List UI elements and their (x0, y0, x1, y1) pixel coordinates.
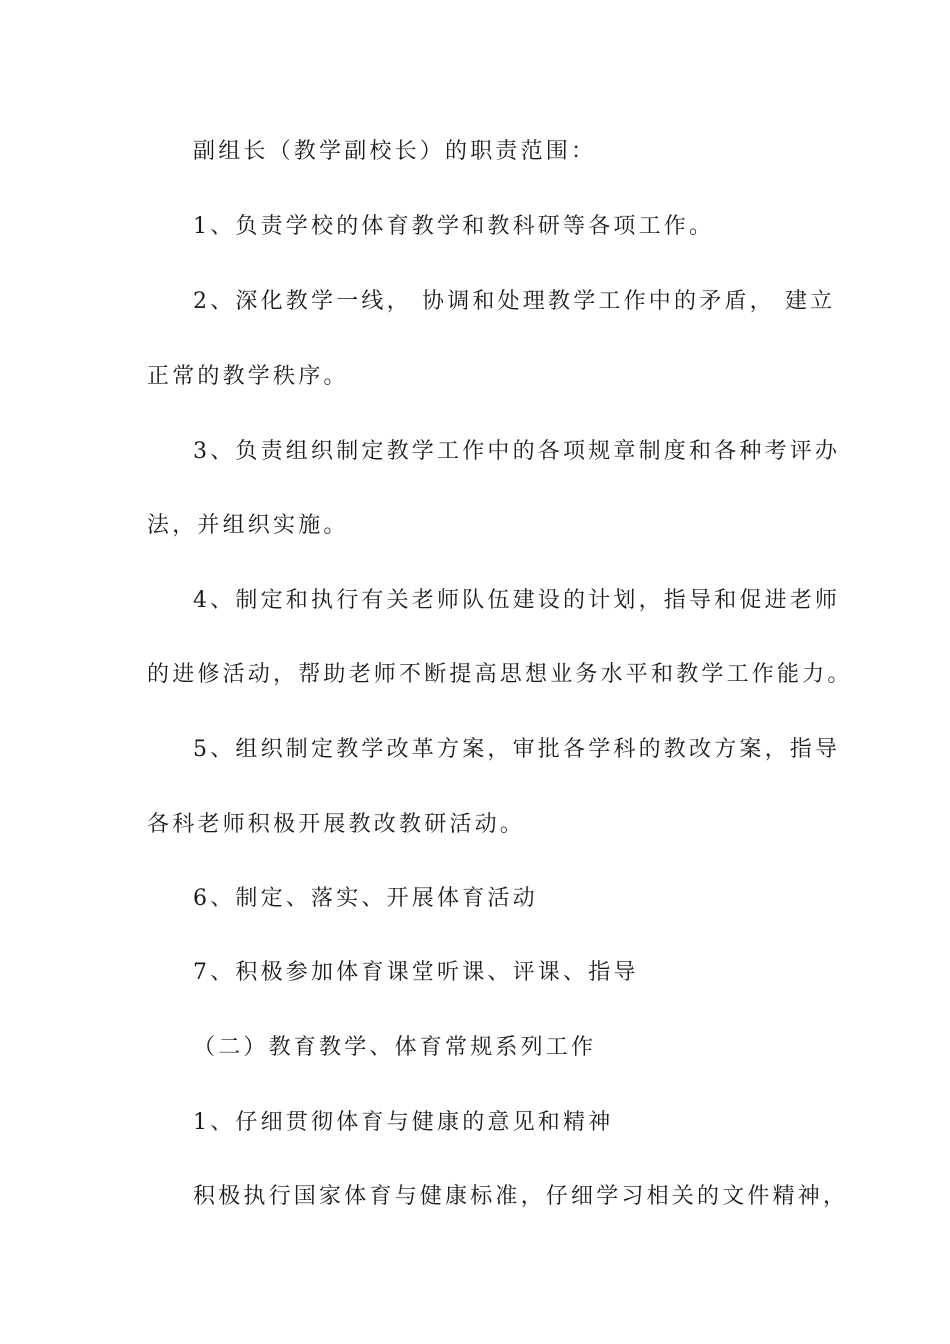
duty-item-7: 7、积极参加体育课堂听课、评课、指导 (193, 960, 639, 985)
duty-item-2: 2、深化教学一线， 协调和处理教学工作中的矛盾， 建立 (193, 289, 836, 314)
duty-item-4-continued: 的进修活动，帮助老师不断提高思想业务水平和教学工作能力。 (147, 662, 853, 687)
duty-item-6: 6、制定、落实、开展体育活动 (193, 886, 538, 911)
section-heading-vice-leader-duties: 副组长（教学副校长）的职责范围： (193, 139, 597, 164)
duty-item-4: 4、制定和执行有关老师队伍建设的计划，指导和促进老师 (193, 588, 841, 613)
routine-item-1-body: 积极执行国家体育与健康标准，仔细学习相关的文件精神， (193, 1184, 849, 1209)
duty-item-3: 3、负责组织制定教学工作中的各项规章制度和各种考评办 (193, 439, 841, 464)
duty-item-5: 5、组织制定教学改革方案，审批各学科的教改方案，指导 (193, 737, 841, 762)
duty-item-1: 1、负责学校的体育教学和教科研等各项工作。 (193, 214, 715, 239)
section-heading-routine-work: （二）教育教学、体育常规系列工作 (193, 1035, 597, 1060)
duty-item-3-continued: 法，并组织实施。 (147, 513, 349, 538)
routine-item-1: 1、仔细贯彻体育与健康的意见和精神 (193, 1110, 614, 1135)
duty-item-2-continued: 正常的教学秩序。 (147, 364, 349, 389)
duty-item-5-continued: 各科老师积极开展教改教研活动。 (147, 812, 526, 837)
